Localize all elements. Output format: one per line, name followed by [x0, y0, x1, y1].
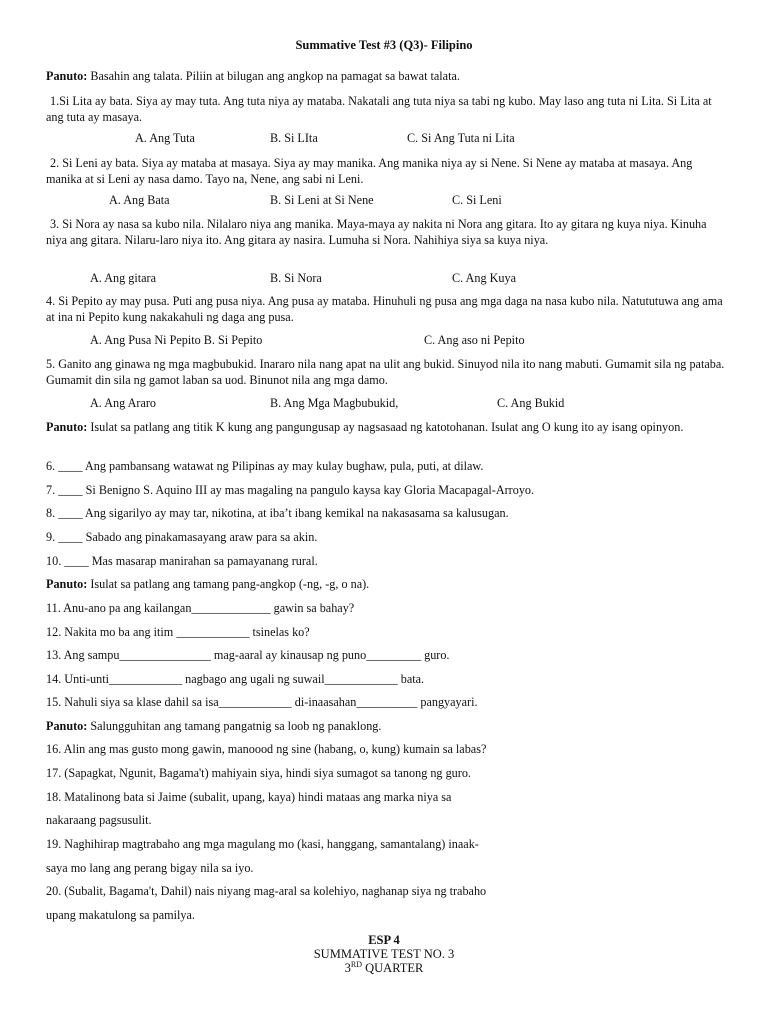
pg-item-20: 20. (Subalit, Bagama't, Dahil) nais niyang mag-aral sa kolehiyo, naghanap siya ng trabaho [46, 884, 487, 898]
pg-item-19: 19. Naghihirap magtrabaho ang mga magulang mo (kasi, hanggang, samantalang) inaak- [46, 837, 479, 851]
quarter-number: 3 [344, 961, 351, 975]
instruction-label: Panuto: [46, 719, 88, 733]
passage-2: 2. Si Leni ay bata. Siya ay mataba at masaya. Siya ay may manika. Ang manika niya ay si Nene. Si Nene ay mataba at masaya. Ang manika at si Leni ay nasa damo. Tayo na, Nene, ang sabi ni Leni. [46, 156, 693, 186]
ko-item-10: 10. ____ Mas masarap manirahan sa pamayanang rural. [46, 554, 318, 568]
option-3c: C. Ang Kuya [452, 271, 516, 285]
instruction-1 [46, 68, 726, 84]
option-2b: B. Si Leni at Si Nene [270, 193, 374, 207]
instruction-3 [46, 576, 726, 592]
option-4c: C. Ang aso ni Pepito [424, 333, 525, 347]
test-title: Summative Test #3 (Q3)- Filipino [295, 38, 473, 52]
instruction-label: Panuto: [46, 69, 88, 83]
instruction-4 [46, 718, 726, 734]
instruction-text: Basahin ang talata. Piliin at bilugan ang angkop na pamagat sa bawat talata. [90, 69, 460, 83]
ko-item-8: 8. ____ Ang sigarilyo ay may tar, nikotina, at iba’t ibang kemikal na nakasasama sa kalusugan. [46, 506, 509, 520]
pg-item-16: 16. Alin ang mas gusto mong gawin, manoood ng sine (habang, o, kung) kumain sa labas? [46, 742, 487, 756]
passage-1: 1.Si Lita ay bata. Siya ay may tuta. Ang tuta niya ay mataba. Nakatali ang tuta niya sa tabi ng kubo. May laso ang tuta ni Lita. Si Lita at ang tuta ay masaya. [46, 94, 712, 124]
test-number-heading: SUMMATIVE TEST NO. 3 [313, 947, 455, 961]
passage-4: 4. Si Pepito ay may pusa. Puti ang pusa niya. Ang pusa ay mataba. Hinuhuli ng pusa ang mga daga na nasa kubo nila. Natututuwa ang ama at ina ni Pepito kung nakakahuli ng daga ang pusa. [46, 294, 723, 324]
subject-heading: ESP 4 [368, 933, 400, 947]
instruction-text: Isulat sa patlang ang titik K kung ang pangungusap ay nagsasaad ng katotohanan. Isulat ang O kung ito ay isang opinyon. [90, 420, 684, 434]
pg-item-20-cont: upang makatulong sa pamilya. [46, 908, 195, 922]
ko-item-9: 9. ____ Sabado ang pinakamasayang araw para sa akin. [46, 530, 318, 544]
option-2c: C. Si Leni [452, 193, 502, 207]
instruction-text: Isulat sa patlang ang tamang pang-angkop (-ng, -g, o na). [90, 577, 370, 591]
pg-item-17: 17. (Sapagkat, Ngunit, Bagama't) mahiyain siya, hindi siya sumagot sa tanong ng guro. [46, 766, 471, 780]
option-5b: B. Ang Mga Magbubukid, [270, 396, 399, 410]
instruction-text: Salungguhitan ang tamang pangatnig sa loob ng panaklong. [90, 719, 382, 733]
option-1b: B. Si LIta [270, 131, 318, 145]
ko-item-6: 6. ____ Ang pambansang watawat ng Pilipinas ay may kulay bughaw, pula, puti, at dilaw. [46, 459, 484, 473]
pg-item-18: 18. Matalinong bata si Jaime (subalit, upang, kaya) hindi mataas ang marka niya sa [46, 790, 452, 804]
option-2a: A. Ang Bata [109, 193, 170, 207]
option-3a: A. Ang gitara [90, 271, 157, 285]
option-3b: B. Si Nora [270, 271, 322, 285]
ko-item-7: 7. ____ Si Benigno S. Aquino III ay mas magaling na pangulo kaysa kay Gloria Macapagal-Arroyo. [46, 483, 535, 497]
passage-3: 3. Si Nora ay nasa sa kubo nila. Nilalaro niya ang manika. Maya-maya ay nakita ni Nora ang gitara. Ito ay gitara ng kuya niya. Kinuha niya ang gitara. Nilaru-laro niya ito. Ang gitara ay nasira. Lumuha si Nora. Nahihiya siya sa kuya niya. [46, 217, 707, 247]
instruction-label: Panuto: [46, 577, 88, 591]
pa-item-12: 12. Nakita mo ba ang itim ____________ tsinelas ko? [46, 625, 310, 639]
passage-5: 5. Ganito ang ginawa ng mga magbubukid. Inararo nila nang apat na ulit ang bukid. Sinuyod nila ito nang mabuti. Gumamit sila ng pataba. Gumamit din sila ng gamot laban sa uod. Binunot nila ang mga damo. [46, 357, 725, 387]
pa-item-14: 14. Unti-unti____________ nagbago ang ugali ng suwail____________ bata. [46, 672, 425, 686]
pa-item-15: 15. Nahuli siya sa klase dahil sa isa____________ di-inaasahan__________ pangyayari. [46, 695, 478, 709]
pg-item-18-cont: nakaraang pagsusulit. [46, 813, 152, 827]
instruction-2 [46, 419, 726, 435]
option-5c: C. Ang Bukid [497, 396, 565, 410]
quarter-heading [0, 961, 768, 975]
option-1c: C. Si Ang Tuta ni Lita [407, 131, 515, 145]
option-5a: A. Ang Araro [90, 396, 157, 410]
quarter-ordinal: RD [350, 959, 362, 969]
pg-item-19-cont: saya mo lang ang perang bigay nila sa iyo. [46, 861, 254, 875]
pa-item-11: 11. Anu-ano pa ang kailangan_____________ gawin sa bahay? [46, 601, 355, 615]
option-1a: A. Ang Tuta [135, 131, 195, 145]
instruction-label: Panuto: [46, 420, 88, 434]
pa-item-13: 13. Ang sampu_______________ mag-aaral ay kinausap ng puno_________ guro. [46, 648, 450, 662]
quarter-word: QUARTER [361, 961, 424, 975]
option-4ab: A. Ang Pusa Ni Pepito B. Si Pepito [90, 333, 263, 347]
